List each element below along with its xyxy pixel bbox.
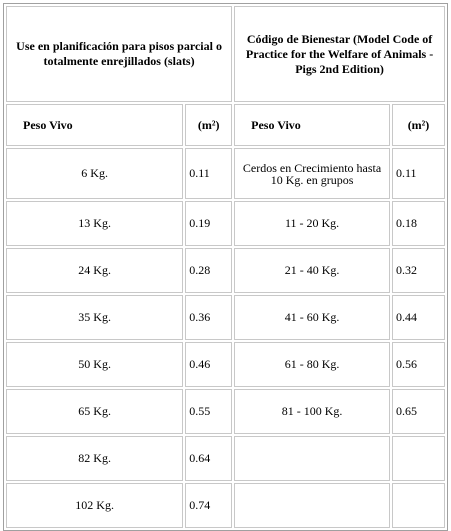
left-area-cell: 0.19	[185, 201, 232, 246]
right-area-cell: 0.56	[392, 342, 445, 387]
table-row	[6, 342, 445, 387]
right-weight-cell	[234, 483, 390, 528]
right-area-cell: 0.18	[392, 201, 445, 246]
right-area-header: (m²)	[392, 104, 445, 146]
table-row	[6, 295, 445, 340]
right-weight-cell: 21 - 40 Kg.	[234, 248, 390, 293]
right-area-cell: 0.32	[392, 248, 445, 293]
left-weight-cell: 102 Kg.	[6, 483, 183, 528]
right-weight-cell: Cerdos en Crecimiento hasta 10 Kg. en grupos	[234, 148, 390, 199]
table-row	[6, 483, 445, 528]
right-area-cell	[392, 483, 445, 528]
table-row	[6, 389, 445, 434]
right-weight-cell: 61 - 80 Kg.	[234, 342, 390, 387]
right-area-cell	[392, 436, 445, 481]
left-weight-cell: 50 Kg.	[6, 342, 183, 387]
left-area-cell: 0.64	[185, 436, 232, 481]
left-weight-cell: 13 Kg.	[6, 201, 183, 246]
left-area-cell: 0.74	[185, 483, 232, 528]
left-area-cell: 0.46	[185, 342, 232, 387]
left-weight-header: Peso Vivo	[6, 104, 183, 146]
left-weight-cell: 6 Kg.	[6, 148, 183, 199]
right-weight-header: Peso Vivo	[234, 104, 390, 146]
left-section-title: Use en planificación para pisos parcial o totalmente enrejillados (slats)	[6, 6, 232, 102]
left-area-cell: 0.11	[185, 148, 232, 199]
right-weight-cell: 41 - 60 Kg.	[234, 295, 390, 340]
left-weight-cell: 24 Kg.	[6, 248, 183, 293]
table-row	[6, 148, 445, 199]
table-row	[6, 201, 445, 246]
left-area-cell: 0.28	[185, 248, 232, 293]
right-section-title: Código de Bienestar (Model Code of Practice for the Welfare of Animals - Pigs 2nd Edition)	[234, 6, 445, 102]
table-row	[6, 248, 445, 293]
left-area-cell: 0.55	[185, 389, 232, 434]
right-weight-cell	[234, 436, 390, 481]
right-area-cell: 0.44	[392, 295, 445, 340]
table-row	[6, 436, 445, 481]
title-row	[6, 6, 445, 102]
left-weight-cell: 65 Kg.	[6, 389, 183, 434]
left-area-header: (m²)	[185, 104, 232, 146]
right-weight-cell: 11 - 20 Kg.	[234, 201, 390, 246]
space-allowance-table	[3, 3, 448, 531]
right-area-cell: 0.65	[392, 389, 445, 434]
column-header-row	[6, 104, 445, 146]
left-weight-cell: 35 Kg.	[6, 295, 183, 340]
right-area-cell: 0.11	[392, 148, 445, 199]
right-weight-cell: 81 - 100 Kg.	[234, 389, 390, 434]
left-weight-cell: 82 Kg.	[6, 436, 183, 481]
left-area-cell: 0.36	[185, 295, 232, 340]
